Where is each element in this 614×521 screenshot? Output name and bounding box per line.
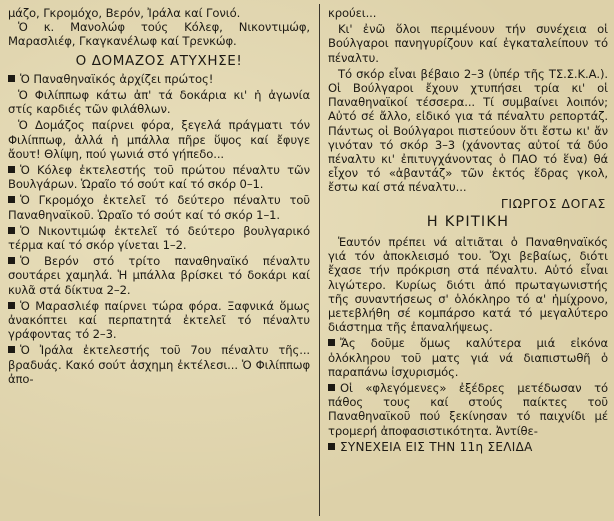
report-paragraph: Κι' ἐνῶ ὅλοι περιμένουν τήν συνέχεια οἱ Βούλγαροι πανηγυρίζουν καί ἐγκαταλείπουν τό πέναλτυ. — [328, 22, 608, 65]
report-paragraph: Ὁ Δομάζος παίρνει φόρα, ξεγελά πράγματι τόν Φιλίππωφ, ἀλλά ἡ μπάλλα πῆρε ὕψος καί ἔφυγε ἄουτ! Θλίψη, πού γωνιά στό γήπεδο... — [8, 118, 310, 161]
right-column — [328, 6, 608, 454]
report-paragraph: Ὁ Νικοντιμώφ ἐκτελεῖ τό δεύτερο βουλγαρικό τέρμα καί τό σκόρ γίνεται 1–2. — [8, 223, 310, 253]
bullet-square-icon — [8, 302, 15, 309]
report-paragraph: Ὁ Παναθηναϊκός ἀρχίζει πρώτος! — [8, 72, 310, 86]
bullet-square-icon — [328, 339, 335, 346]
report-paragraph: Ὁ Μαρασλιέφ παίρνει τώρα φόρα. Ξαφνικά ὅμως ἀνακόπτει καί περπατητά ἐκτελεῖ τό πέναλτυ γράφοντας τό 2–3. — [8, 298, 310, 342]
bullet-square-icon — [8, 196, 15, 203]
report-paragraph: Ὁ Βερόν στό τρίτο παναθηναϊκό πέναλτυ σουτάρει χαμηλά. Ἡ μπάλλα βρίσκει τό δοκάρι καί κυλᾶ στά δίκτυα 2–2. — [8, 254, 310, 297]
critique-paragraph: Οἱ «φλεγόμενες» ἐξέδρες μετέδωσαν τό πάθος τους καί στούς παίκτες τοῦ Παναθηναϊκοῦ πού ξεκίνησαν τό παιχνίδι μέ τρομερή ἀποφασιστικότητα. Ἀντίθε- — [328, 381, 608, 438]
continuation-note: ΣΥΝΕΧΕΙΑ ΕΙΣ ΤΗΝ 11η ΣΕΛΙΔΑ — [328, 440, 608, 454]
bullet-square-icon — [328, 384, 335, 391]
section-heading: Ο ΔΟΜΑΖΟΣ ΑΤΥΧΗΣΕ! — [75, 52, 243, 69]
report-paragraph: Ὁ Ἰράλα ἐκτελεστής τοῦ 7ου πέναλτυ τῆς... βραδυάς. Κακό σούτ ἀσχημη ἐκτέλεσι... Ὁ Φιλίππωφ ἀπο- — [8, 343, 310, 386]
bullet-square-icon — [8, 227, 15, 234]
report-paragraph: Τό σκόρ εἶναι βέβαιο 2–3 (ὑπέρ τῆς ΤΣ.Σ.Κ.Α.). Οἱ Βούλγαροι ἔχουν χτυπήσει τρία κι' οἱ Παναθηναϊκοί τέσσερα... Τί συμβαίνει λοιπόν; Αὐτό σέ ἄλλο, εἰδικό για τά πέναλτυ ρεπορτάζ. Πάντως οἱ Βούλγαροι πιστεύουν ὅτι ἔστω κι' ἄν γινόταν τό σκόρ 3–3 (χάνοντας αὐτοί τά δύο πέναλτυ κι' ἐπιτυγχάνοντας ὁ ΠΑΟ τό ἕνα) θά εἶχον τό «ἀβαντάζ» τῶν ἐκτός ἕδρας γκολ, ἔστω καί στά πέναλτυ... — [328, 66, 608, 195]
author-signature: ΓΙΩΡΓΟΣ ΔΟΓΑΣ — [500, 195, 606, 211]
report-paragraph: Ὁ Φιλίππωφ κάτω ἀπ' τά δοκάρια κι' ἡ ἀγωνία στίς καρδιές τῶν φιλάθλων. — [8, 88, 310, 117]
bullet-square-icon — [8, 346, 15, 353]
column-divider — [319, 4, 320, 516]
report-paragraph: Ὁ Κόλεφ ἐκτελεστής τοῦ πρώτου πέναλτυ τῶν Βουλγάρων. Ὡραῖο τό σούτ καί τό σκόρ 0–1. — [8, 163, 310, 192]
bullet-square-icon — [328, 443, 335, 450]
bullet-square-icon — [8, 257, 15, 264]
intro-line: μάζο, Γκρομόχο, Βερόν, Ἰράλα καί Γονιό. — [8, 6, 241, 20]
intro-paragraph: Ὁ κ. Μανολώφ τούς Κόλεφ, Νικοντιμώφ, Μαρασλιέφ, Γκαγκανέλωφ καί Τρενκώφ. — [8, 20, 310, 49]
report-paragraph: κρούει... — [328, 6, 377, 20]
left-column — [8, 6, 310, 386]
critique-paragraph: Ἄς δοῦμε ὅμως καλύτερα μιά εἰκόνα ὁλόκληρου τοῦ ματς γιά νά διαπιστωθῆ ὁ παραπάνω ἰσχυρισμός. — [328, 336, 608, 379]
critique-heading: Η ΚΡΙΤΙΚΗ — [426, 213, 510, 230]
bullet-square-icon — [8, 166, 15, 173]
bullet-square-icon — [8, 75, 15, 82]
report-paragraph: Ὁ Γκρομόχο ἐκτελεῖ τό δεύτερο πέναλτυ τοῦ Παναθηναϊκοῦ. Ὡραῖο τό σούτ καί τό σκόρ 1–1. — [8, 193, 310, 222]
critique-paragraph: Ἑαυτόν πρέπει νά αἰτιᾶται ὁ Παναθηναϊκός γιά τόν ἀποκλεισμό του. Ὄχι βεβαίως, διότι ἔχασε τήν πρόκριση στά πέναλτυ. Αὐτό εἶναι λιγώτερο. Κυρίως διότι ἀπό πρωταγωνιστής τῆς συναντήσεως σ' ὁλόκληρο τό α' ἡμίχρονο, μετεβλήθη σέ κομπάρσο κατά τό μεγαλύτερο διάστημα τῆς ἐπαναλήψεως. — [328, 235, 608, 335]
